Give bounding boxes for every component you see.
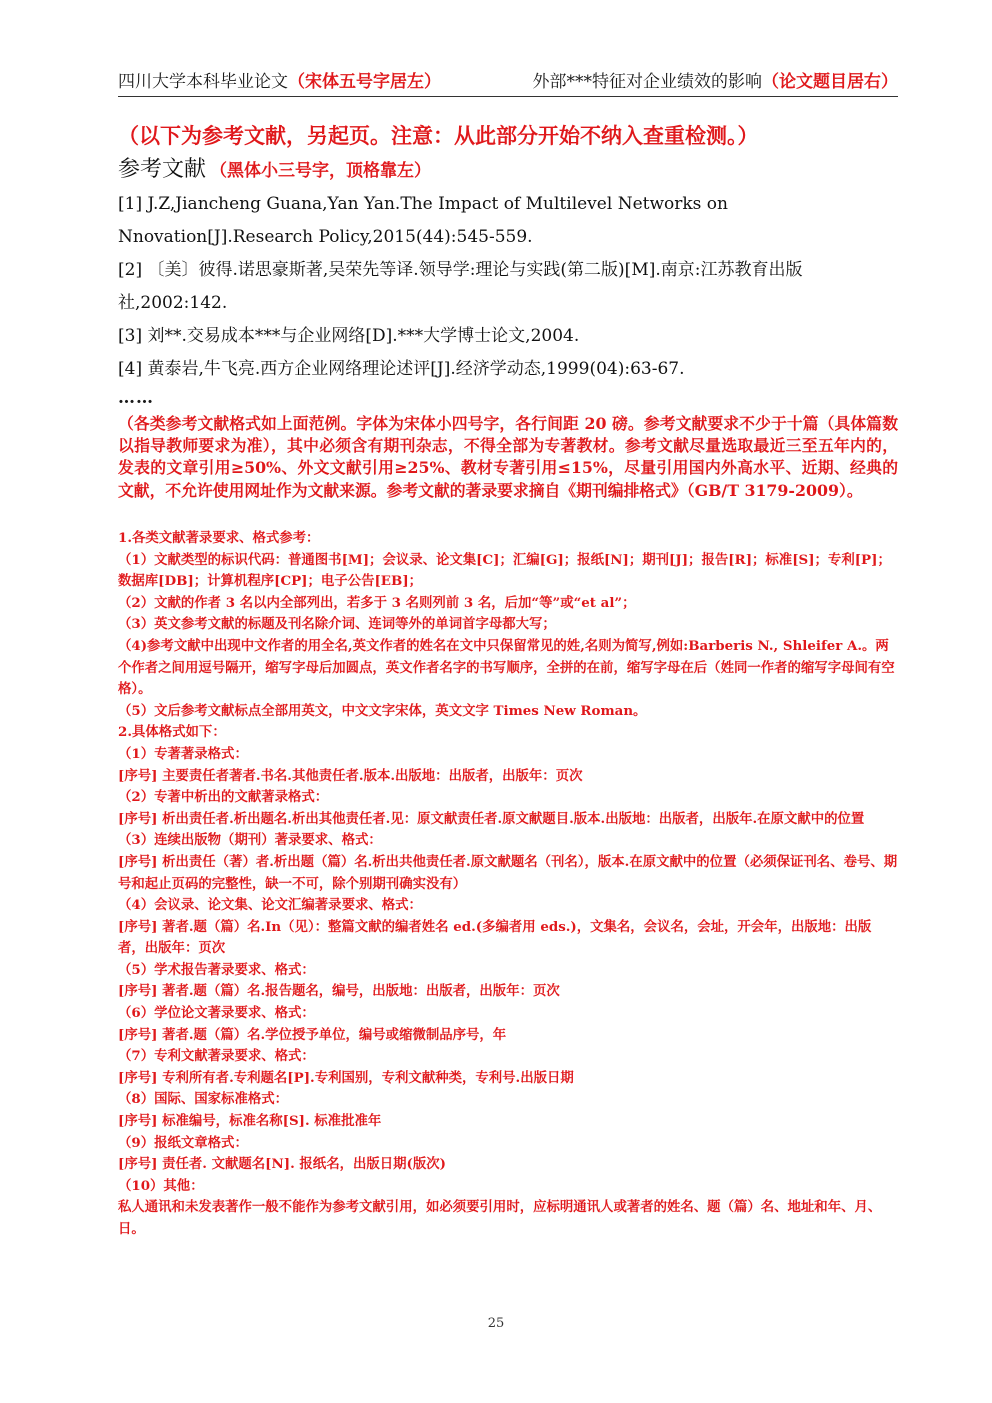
rule-line: （4）会议录、论文集、论文汇编著录要求、格式： [118,897,422,914]
rule-line: 私人通讯和未发表著作一般不能作为参考文献引用，如必须要引用时，应标明通讯人或著者的姓名、题（篇）名、地址和年、月、日。 [118,1199,882,1237]
rule-line: （10）其他： [118,1177,204,1194]
rule-line: [序号] 专利所有者.专利题名[P].专利国别，专利文献种类，专利号.出版日期 [118,1069,574,1086]
references-heading-hint: （黑体小三号字，顶格靠左） [210,161,432,181]
reference-list [118,188,898,386]
rule-line: [序号] 责任者. 文献题名[N]. 报纸名，出版日期(版次) [118,1156,446,1173]
rule-line: [序号] 析出责任者.析出题名.析出其他责任者.见：原文献责任者.原文献题目.版本.出版地：出版者，出版年.在原文献中的位置 [118,810,865,827]
header-right [533,68,899,96]
rule-line: （7）专利文献著录要求、格式： [118,1048,315,1065]
rule-line: （2）专著中析出的文献著录格式： [118,789,329,806]
page-header [118,68,898,97]
rule-line: 2.具体格式如下： [118,724,226,741]
header-left-hint: （宋体五号字居左） [288,72,441,92]
reference-item: [4] 黄泰岩,牛飞亮.西方企业网络理论述评[J].经济学动态,1999(04):63-67. [118,359,685,379]
format-rules [118,528,898,1241]
reference-item: [3] 刘**.交易成本***与企业网络[D].***大学博士论文,2004. [118,326,580,346]
header-right-hint: （论文题目居右） [762,72,898,92]
rule-line: [序号] 析出责任（著）者.析出题（篇）名.析出共他责任者.原文献题名（刊名），版本.在原文献中的位置（必须保证刊名、卷号、期号和起止页码的完整性，缺一不可，除个别期刊确实没有） [118,853,898,892]
rule-line: （5）文后参考文献标点全部用英文，中文文字宋体，英文文字 Times New Roman。 [118,702,647,719]
rule-line: （4)参考文献中出现中文作者的用全名,英文作者的姓名在文中只保留常见的姓,名则为简写,例如:Barberis N., Shleifer A.。两个作者之间用逗号隔开，缩写字母后加圆点，英文作者名字的书写顺序，全拼的在前，缩写字母在后（姓同一作者的缩写字母间有空格）。 [118,637,895,698]
rule-line: （3）英文参考文献的标题及刊名除介词、连词等外的单词首字母都大写； [118,616,556,633]
reference-item: [2] 〔美〕彼得.诺思豪斯著,吴荣先等译.领导学:理论与实践(第二版)[M].南京:江苏教育出版社,2002:142. [118,260,803,313]
rule-line: [序号] 主要责任者著者.书名.其他责任者.版本.出版地：出版者，出版年：页次 [118,767,583,784]
references-notice: （以下为参考文献，另起页。注意：从此部分开始不纳入查重检测。） [118,123,759,148]
rule-line: （5）学术报告著录要求、格式： [118,961,315,978]
rule-line: （2）文献的作者 3 名以内全部列出，若多于 3 名则列前 3 名，后加“等”或“et al”； [118,594,636,611]
header-left-text: 四川大学本科毕业论文 [118,72,288,92]
rule-line: [序号] 著者.题（篇）名.In（见）：整篇文献的编者姓名 ed.(多编者用 eds.)，文集名，会议名，会址，开会年，出版地：出版者，出版年：页次 [118,918,872,957]
rule-line: （3）连续出版物（期刊）著录要求、格式： [118,832,382,849]
format-guidance: （各类参考文献格式如上面范例。字体为宋体小四号字，各行间距 20 磅。参考文献要求不少于十篇（具体篇数以指导教师要求为准），其中必须含有期刊杂志，不得全部为专著教材。参考文献尽量选取最近三至五年内的，发表的文章引用≥50%、外文文献引用≥25%、教材专著引用≤15%，尽量引用国内外高水平、近期、经典的文献，不允许使用网址作为文献来源。参考文献的著录要求摘自《期刊编排格式》（GB/T 3179-2009）。 [118,414,898,500]
rule-line: （8）国际、国家标准格式： [118,1091,289,1108]
page-number: 25 [487,1316,505,1331]
reference-ellipsis: …… [118,388,154,408]
references-title: 参考文献 [118,157,207,182]
rule-line: 1.各类文献著录要求、格式参考： [118,530,320,546]
rule-line: [序号] 著者.题（篇）名.学位授予单位，编号或缩微制品序号，年 [118,1026,507,1043]
rule-line: （9）报纸文章格式： [118,1134,248,1151]
rule-line: （6）学位论文著录要求、格式： [118,1005,315,1022]
reference-item: [1] J.Z,Jiancheng Guana,Yan Yan.The Impact of Multilevel Networks on Nnovation[J].Research Policy,2015(44):545-559. [118,194,728,247]
rule-line: [序号] 标准编号，标准名称[S]. 标准批准年 [118,1113,382,1130]
references-heading [118,152,898,183]
rule-line: [序号] 著者.题（篇）名.报告题名，编号，出版地：出版者，出版年：页次 [118,983,560,1000]
header-right-text: 外部***特征对企业绩效的影响 [532,72,762,92]
rule-line: （1）文献类型的标识代码：普通图书[M]；会议录、论文集[C]；汇编[G]；报纸[N]；期刊[J]；报告[R]；标准[S]；专利[P]；数据库[DB]；计算机程序[CP]；电子公告[EB]； [118,551,891,590]
rule-line: （1）专著著录格式： [118,745,248,762]
header-left [118,68,441,96]
